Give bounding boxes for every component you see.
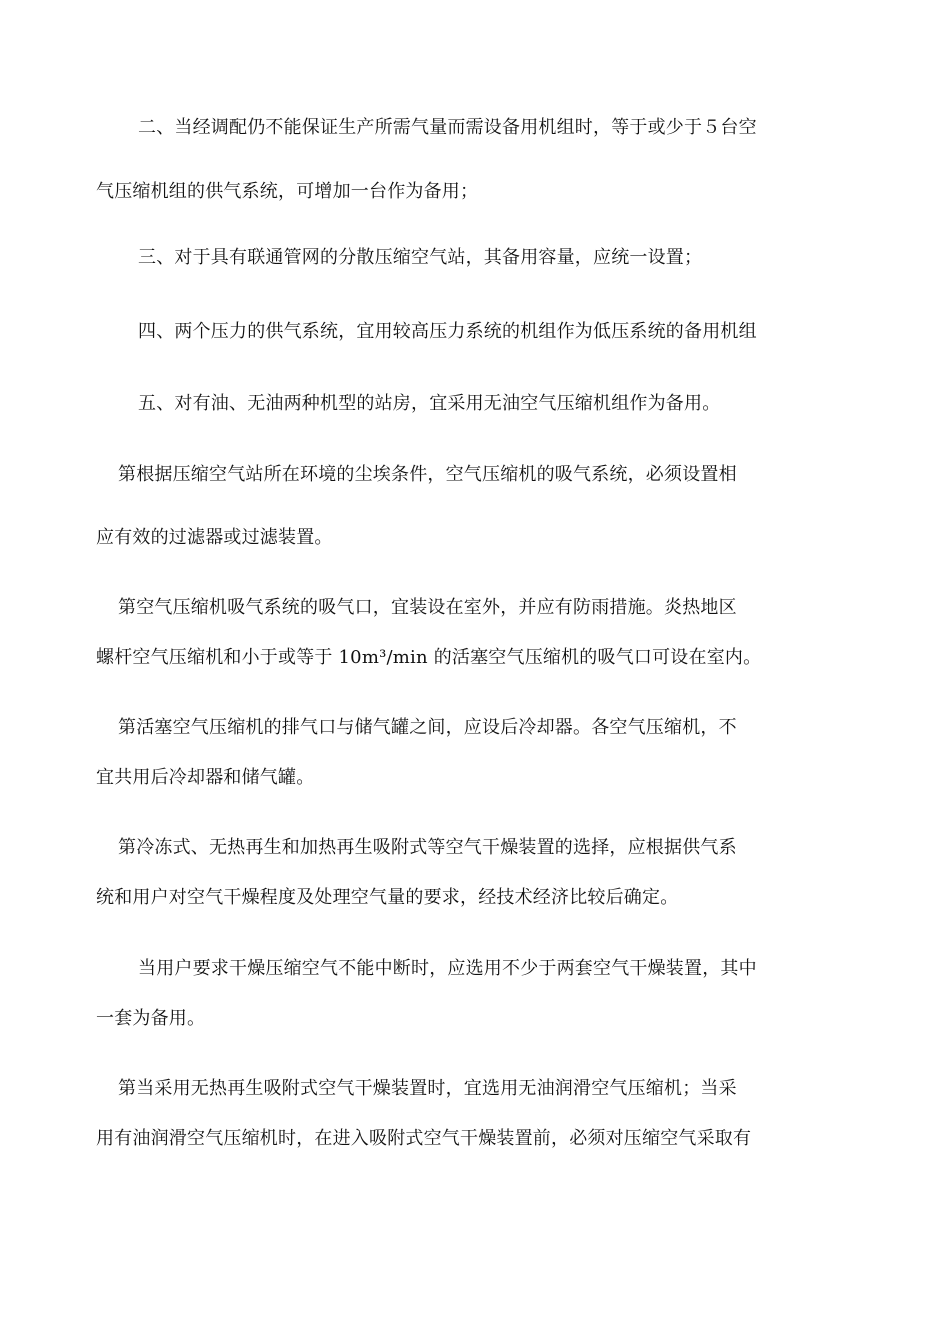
- text-line: 第冷冻式、无热再生和加热再生吸附式等空气干燥装置的选择，应根据供气系: [118, 837, 737, 858]
- text-line: 当用户要求干燥压缩空气不能中断时，应选用不少于两套空气干燥装置，其中: [138, 958, 757, 979]
- text-line: 第活塞空气压缩机的排气口与储气罐之间，应设后冷却器。各空气压缩机，不: [118, 717, 737, 738]
- text-line: 一套为备用。: [96, 1008, 206, 1029]
- text-line: 宜共用后冷却器和储气罐。: [96, 767, 315, 788]
- text-line: 气压缩机组的供气系统，可增加一台作为备用；: [96, 181, 479, 202]
- text-line: 螺杆空气压缩机和小于或等于 10m³/min 的活塞空气压缩机的吸气口可设在室内。: [96, 647, 762, 668]
- text-line: 第空气压缩机吸气系统的吸气口，宜装设在室外，并应有防雨措施。炎热地区: [118, 597, 737, 618]
- text-line: 用有油润滑空气压缩机时，在进入吸附式空气干燥装置前，必须对压缩空气采取有: [96, 1128, 752, 1149]
- text-line: 三、对于具有联通管网的分散压缩空气站，其备用容量，应统一设置；: [138, 247, 703, 268]
- text-line: 五、对有油、无油两种机型的站房，宜采用无油空气压缩机组作为备用。: [138, 393, 721, 414]
- text-line: 第当采用无热再生吸附式空气干燥装置时，宜选用无油润滑空气压缩机；当采: [118, 1078, 737, 1099]
- text-line: 二、当经调配仍不能保证生产所需气量而需设备用机组时，等于或少于５台空: [138, 117, 757, 138]
- text-line: 应有效的过滤器或过滤装置。: [96, 527, 333, 548]
- text-line: 第根据压缩空气站所在环境的尘埃条件，空气压缩机的吸气系统，必须设置相: [118, 464, 737, 485]
- text-line: 四、两个压力的供气系统，宜用较高压力系统的机组作为低压系统的备用机组: [138, 321, 757, 342]
- text-line: 统和用户对空气干燥程度及处理空气量的要求，经技术经济比较后确定。: [96, 887, 679, 908]
